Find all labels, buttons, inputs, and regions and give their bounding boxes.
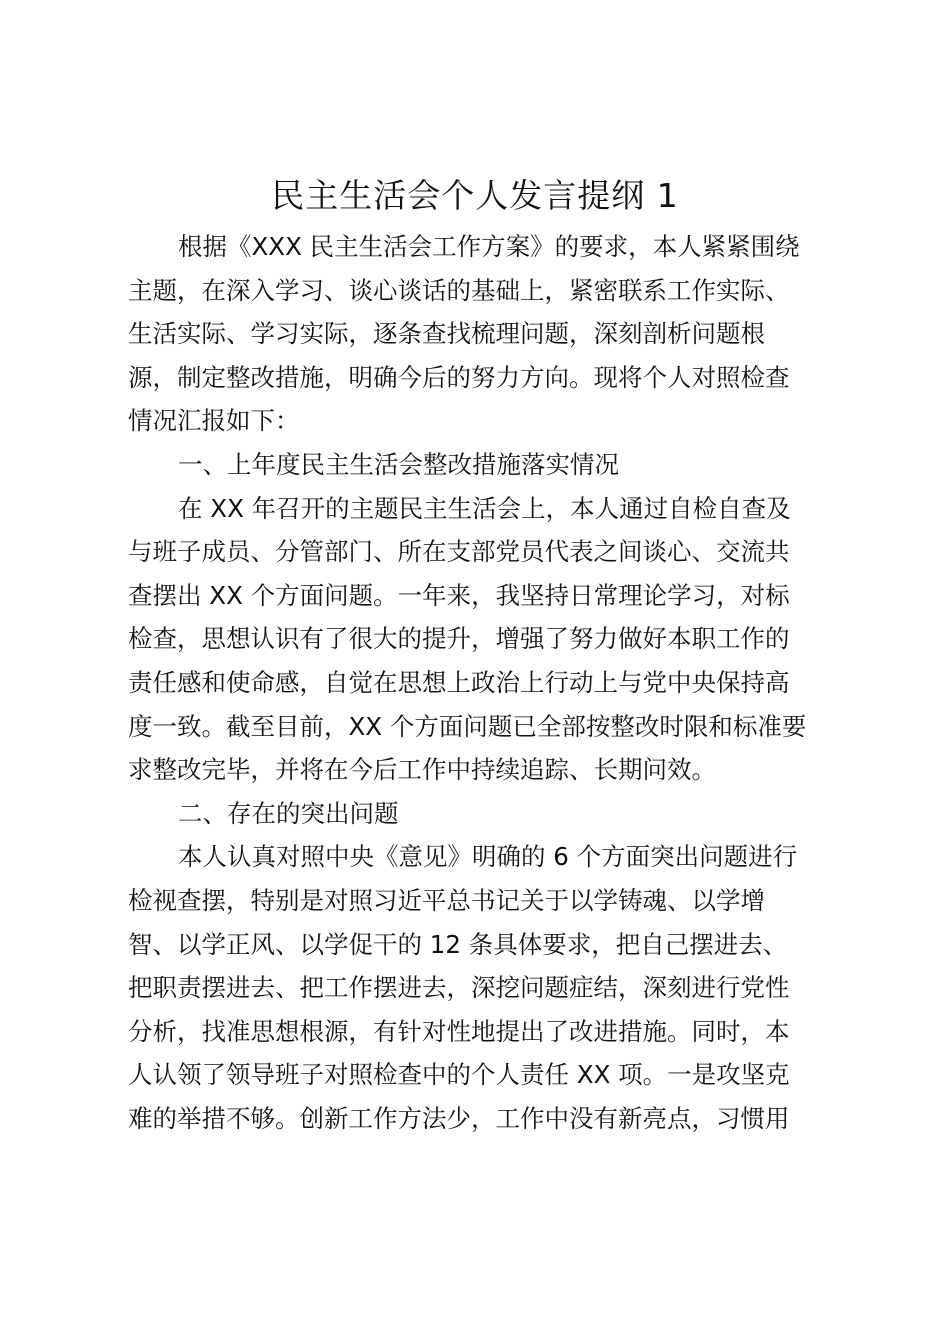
- text-line: 难的举措不够。创新工作方法少，工作中没有新亮点，习惯用: [128, 1103, 790, 1133]
- text-line: 情况汇报如下：: [128, 406, 300, 436]
- text-line: 在 XX 年召开的主题民主生活会上，本人通过自检自查及: [178, 493, 791, 523]
- text-line: 人认领了领导班子对照检查中的个人责任 XX 项。一是攻坚克: [128, 1060, 790, 1090]
- text-line: 根据《XXX 民主生活会工作方案》的要求，本人紧紧围绕: [178, 232, 800, 261]
- document-body: [128, 225, 828, 1140]
- text-line: 检查，思想认识有了很大的提升，增强了努力做好本职工作的: [128, 624, 790, 654]
- text-line: 求整改完毕，并将在今后工作中持续追踪、长期问效。: [128, 755, 716, 785]
- document-title: 民主生活会个人发言提纲 1: [271, 176, 679, 215]
- text-line: 查摆出 XX 个方面问题。一年来，我坚持日常理论学习，对标: [128, 580, 790, 610]
- text-line: 二、存在的突出问题: [178, 798, 399, 828]
- text-line: 源，制定整改措施，明确今后的努力方向。现将个人对照检查: [128, 362, 790, 392]
- text-line: 分析，找准思想根源，有针对性地提出了改进措施。同时，本: [128, 1016, 790, 1046]
- text-line: 责任感和使命感，自觉在思想上政治上行动上与党中央保持高: [128, 667, 790, 697]
- text-line: 智、以学正风、以学促干的 12 条具体要求，把自己摆进去、: [128, 929, 788, 959]
- text-line: 主题，在深入学习、谈心谈话的基础上，紧密联系工作实际、: [128, 275, 790, 305]
- text-line: 把职责摆进去、把工作摆进去，深挖问题症结，深刻进行党性: [128, 973, 790, 1003]
- text-line: 本人认真对照中央《意见》明确的 6 个方面突出问题进行: [178, 842, 798, 872]
- text-line: 一、上年度民主生活会整改措施落实情况: [178, 449, 619, 479]
- text-line: 检视查摆，特别是对照习近平总书记关于以学铸魂、以学增: [128, 885, 765, 915]
- text-line: 与班子成员、分管部门、所在支部党员代表之间谈心、交流共: [128, 537, 790, 567]
- text-line: 生活实际、学习实际，逐条查找梳理问题，深刻剖析问题根: [128, 319, 765, 349]
- text-line: 度一致。截至目前，XX 个方面问题已全部按整改时限和标准要: [128, 711, 807, 741]
